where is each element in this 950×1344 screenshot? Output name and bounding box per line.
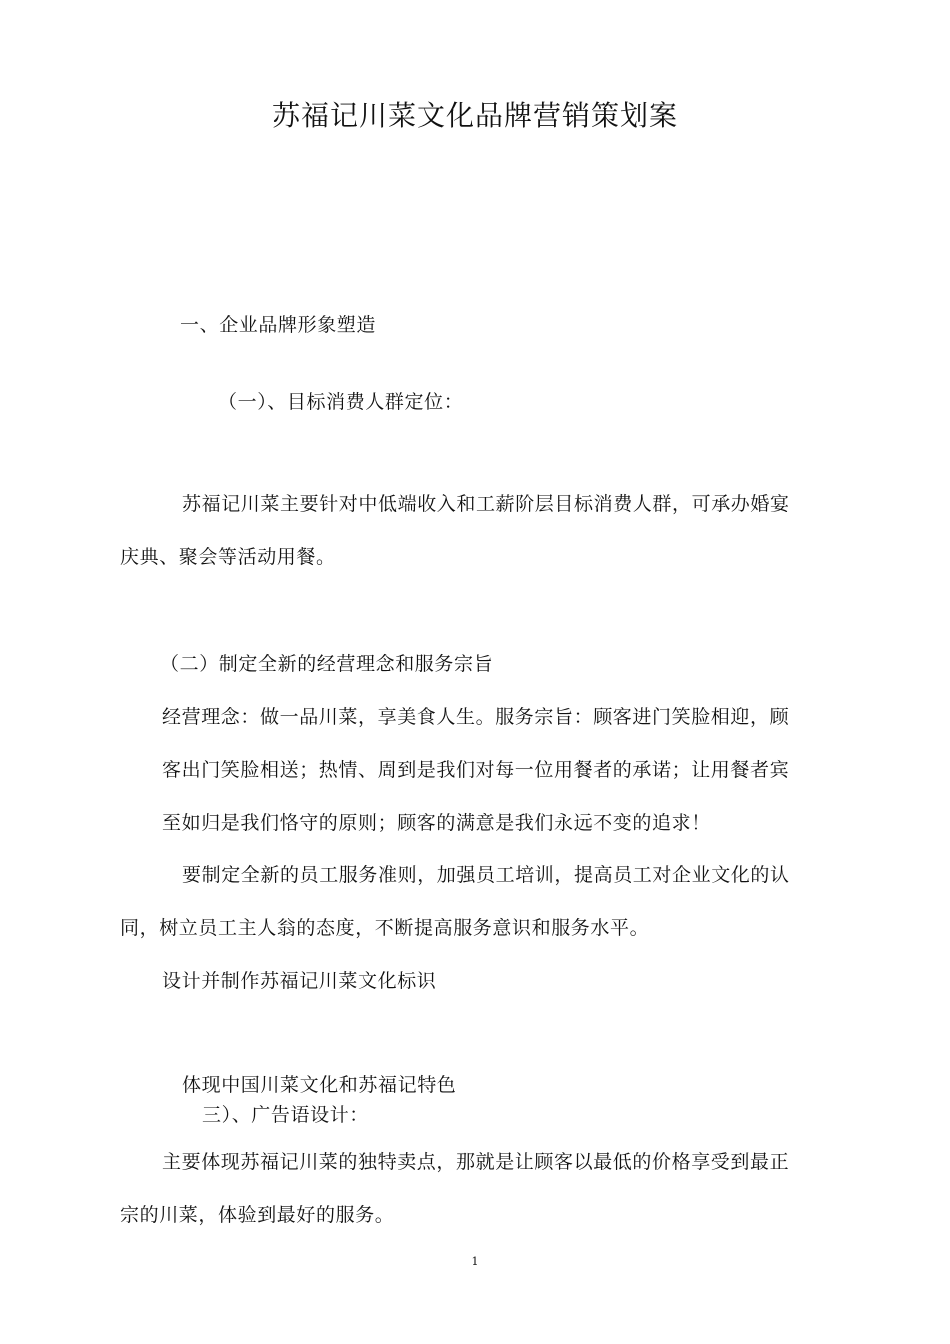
subsection-heading-business-philosophy: （二）制定全新的经营理念和服务宗旨: [160, 653, 494, 675]
subsection-heading-slogan-design: 三）、广告语设计：: [202, 1104, 369, 1126]
page-number: 1: [471, 1255, 479, 1268]
paragraph-line: 苏福记川菜主要针对中低端收入和工薪阶层目标消费人群，可承办婚宴: [182, 493, 790, 515]
paragraph-line: 主要体现苏福记川菜的独特卖点，那就是让顾客以最低的价格享受到最正: [162, 1151, 790, 1173]
subsection-heading-target-consumers: （一）、目标消费人群定位：: [218, 391, 464, 413]
paragraph-line: 客出门笑脸相送；热情、周到是我们对每一位用餐者的承诺；让用餐者宾: [162, 759, 790, 781]
paragraph-line: 体现中国川菜文化和苏福记特色: [182, 1074, 457, 1096]
paragraph-line: 同，树立员工主人翁的态度，不断提高服务意识和服务水平。: [120, 917, 650, 939]
paragraph-line: 宗的川菜，体验到最好的服务。: [120, 1204, 395, 1226]
document-title: 苏福记川菜文化品牌营销策划案: [271, 99, 678, 132]
paragraph-line: 庆典、聚会等活动用餐。: [120, 546, 336, 568]
paragraph-line: 要制定全新的员工服务准则，加强员工培训，提高员工对企业文化的认: [182, 864, 790, 886]
paragraph-line: 经营理念：做一品川菜，享美食人生。服务宗旨：顾客进门笑脸相迎，顾: [162, 706, 790, 728]
paragraph-line: 至如归是我们恪守的原则；顾客的满意是我们永远不变的追求！: [162, 812, 711, 834]
section-heading-brand-image: 一、企业品牌形象塑造: [180, 314, 377, 336]
paragraph-line: 设计并制作苏福记川菜文化标识: [162, 970, 437, 992]
